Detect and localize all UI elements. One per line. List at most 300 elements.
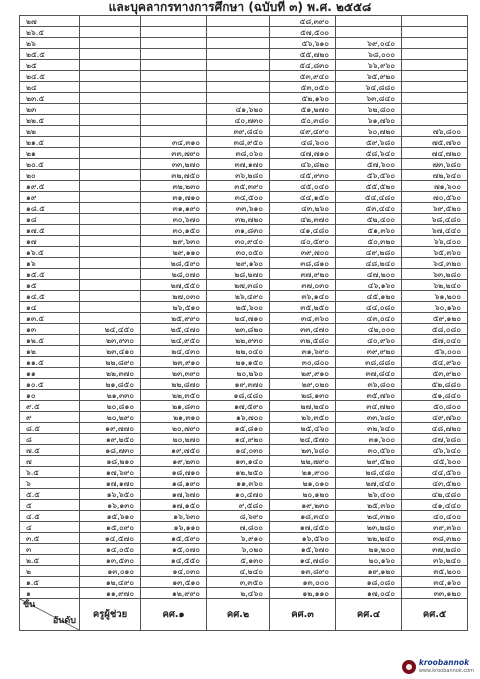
salary-cell: ๓๗,๑๗๐ xyxy=(207,159,270,170)
salary-cell: ๔๕,๙๓๐ xyxy=(270,170,336,181)
salary-cell: ๒๓,๘๒๐ xyxy=(207,324,270,335)
step-cell: ๒๐ xyxy=(20,170,80,181)
salary-cell xyxy=(80,137,141,148)
salary-cell: ๒๐,๘๑๐ xyxy=(80,401,141,412)
salary-cell: ๒๘,๑๓๐ xyxy=(270,390,336,401)
salary-cell: ๑๔,๕๕๐ xyxy=(141,555,207,566)
table-row xyxy=(20,192,468,203)
salary-cell: ๑๔,๗๘๐ xyxy=(270,555,336,566)
step-cell: ๑๗ xyxy=(20,236,80,247)
salary-cell: ๒๐,๗๙๐ xyxy=(141,423,207,434)
salary-cell: ๑๘,๗๓๐ xyxy=(80,445,141,456)
table-row xyxy=(20,49,468,60)
step-cell: ๑๘ xyxy=(20,214,80,225)
salary-cell xyxy=(141,60,207,71)
salary-cell: ๓๓,๖๘๐ xyxy=(336,412,402,423)
step-cell: ๒๗ xyxy=(20,16,80,27)
salary-cell: ๒๒,๒๔๐ xyxy=(336,533,402,544)
salary-cell: ๑๘,๓๔๐ xyxy=(270,511,336,522)
salary-cell: ๗๓,๖๘๐ xyxy=(402,159,468,170)
salary-cell: ๑๕,๐๙๐ xyxy=(80,522,141,533)
salary-cell: ๕๓,๔๔๐ xyxy=(336,203,402,214)
salary-cell: ๒๐,๒๖๐ xyxy=(207,368,270,379)
salary-cell: ๕๑,๘๔๐ xyxy=(402,390,468,401)
salary-cell: ๑๑,๙๗๐ xyxy=(80,588,141,599)
salary-cell: ๑๙,๒๕๐ xyxy=(80,434,141,445)
salary-cell: ๒๕,๖๐๐ xyxy=(207,302,270,313)
salary-cell: ๓๘,๐๖๐ xyxy=(207,148,270,159)
salary-cell: ๓๙,๙๒๐ xyxy=(336,346,402,357)
table-row xyxy=(20,71,468,82)
table-row xyxy=(20,401,468,412)
salary-cell: ๓๓,๗๙๐ xyxy=(141,148,207,159)
salary-cell: ๔๒,๔๘๐ xyxy=(402,489,468,500)
salary-cell: ๓๔,๕๐๐ xyxy=(207,192,270,203)
salary-cell xyxy=(80,225,141,236)
salary-cell: ๖๖,๔๐๐ xyxy=(402,236,468,247)
table-row xyxy=(20,214,468,225)
salary-cell: ๒๒,๗๙๐ xyxy=(270,456,336,467)
salary-cell: ๓๐,๑๕๐ xyxy=(141,225,207,236)
salary-cell: ๔๔,๕๖๐ xyxy=(402,467,468,478)
salary-cell: ๓๕,๗๖๐ xyxy=(336,390,402,401)
salary-cell: ๔,๒๔๐ xyxy=(207,566,270,577)
salary-cell: ๒๔,๔๕๐ xyxy=(80,324,141,335)
step-cell: ๑๑ xyxy=(20,368,80,379)
salary-cell: ๑๕,๐๗๐ xyxy=(141,544,207,555)
salary-cell: ๖๐,๑๖๐ xyxy=(402,302,468,313)
salary-cell: ๓,๓๕๐ xyxy=(207,577,270,588)
step-cell: ๖ xyxy=(20,478,80,489)
salary-cell: ๔๘,๒๔๐ xyxy=(336,258,402,269)
salary-cell: ๒๑,๓๑๐ xyxy=(141,412,207,423)
salary-cell xyxy=(80,16,141,27)
salary-cell xyxy=(141,104,207,115)
salary-cell: ๒๗,๒๔๐ xyxy=(270,401,336,412)
step-cell: ๗ xyxy=(20,456,80,467)
step-cell: ๑๓ xyxy=(20,324,80,335)
salary-cell: ๗๕,๗๖๐ xyxy=(402,137,468,148)
salary-cell xyxy=(80,313,141,324)
step-cell: ๒.๕ xyxy=(20,555,80,566)
salary-cell: ๓๑,๑๙๐ xyxy=(141,203,207,214)
salary-cell xyxy=(207,16,270,27)
salary-cell: ๔๓,๕๒๐ xyxy=(402,478,468,489)
salary-cell: ๔๖,๑๖๐ xyxy=(336,280,402,291)
step-cell: ๓.๕ xyxy=(20,533,80,544)
step-cell: ๓ xyxy=(20,544,80,555)
step-cell: ๒๐.๕ xyxy=(20,159,80,170)
salary-cell: ๒๑,๘๓๐ xyxy=(141,401,207,412)
salary-cell xyxy=(80,247,141,258)
table-row xyxy=(20,511,468,522)
salary-cell: ๕๐,๘๐๐ xyxy=(402,401,468,412)
table-row xyxy=(20,291,468,302)
salary-cell: ๑๕,๘๑๐ xyxy=(207,423,270,434)
salary-cell: ๑๒,๑๑๐ xyxy=(270,588,336,599)
salary-cell: ๔๖,๘๒๐ xyxy=(270,159,336,170)
table-row xyxy=(20,247,468,258)
salary-cell: ๑๓,๕๑๐ xyxy=(141,577,207,588)
salary-cell: ๙,๕๘๐ xyxy=(207,500,270,511)
table-row xyxy=(20,368,468,379)
salary-cell: ๒๙,๙๑๐ xyxy=(270,368,336,379)
salary-cell: ๕๖,๖๑๐ xyxy=(270,38,336,49)
step-cell: ๒๕ xyxy=(20,60,80,71)
salary-cell: ๒๓,๔๑๐ xyxy=(80,346,141,357)
table-row xyxy=(20,445,468,456)
salary-cell xyxy=(141,71,207,82)
table-row xyxy=(20,478,468,489)
salary-cell: ๒๒,๓๗๐ xyxy=(80,368,141,379)
salary-cell xyxy=(207,82,270,93)
salary-cell: ๕๘,๖๔๐ xyxy=(336,148,402,159)
table-row xyxy=(20,522,468,533)
salary-cell: ๖๔,๓๒๐ xyxy=(402,258,468,269)
salary-cell: ๑๒,๒๕๐ xyxy=(207,467,270,478)
salary-cell: ๒๖,๓๕๐ xyxy=(270,412,336,423)
table-row xyxy=(20,137,468,148)
table-header-row xyxy=(20,599,468,631)
step-cell: ๕ xyxy=(20,500,80,511)
salary-cell: ๖๖,๙๖๐ xyxy=(336,60,402,71)
salary-cell xyxy=(80,181,141,192)
table-row xyxy=(20,269,468,280)
table-row xyxy=(20,236,468,247)
salary-cell: ๗๖,๘๐๐ xyxy=(402,126,468,137)
salary-cell: ๒๙,๑๑๐ xyxy=(141,247,207,258)
salary-cell xyxy=(80,203,141,214)
salary-cell: ๓๒,๕๘๐ xyxy=(270,335,336,346)
column-header: ครูผู้ช่วย xyxy=(80,599,141,631)
salary-cell: ๕๓,๐๕๐ xyxy=(270,82,336,93)
salary-cell: ๕๔,๙๖๐ xyxy=(402,357,468,368)
salary-cell: ๑๘,๐๘๐ xyxy=(336,577,402,588)
salary-cell xyxy=(80,302,141,313)
salary-cell: ๑๖,๖๕๐ xyxy=(80,489,141,500)
salary-cell: ๓๕,๒๕๐ xyxy=(270,302,336,313)
salary-cell: ๒๓,๖๘๐ xyxy=(270,445,336,456)
column-header: คศ.๒ xyxy=(207,599,270,631)
salary-cell: ๒๙,๐๒๐ xyxy=(270,379,336,390)
step-cell: ๒๑.๕ xyxy=(20,137,80,148)
salary-cell: ๓๖,๒๔๐ xyxy=(402,555,468,566)
salary-cell: ๔๗,๖๘๐ xyxy=(402,434,468,445)
step-cell: ๒๓.๕ xyxy=(20,93,80,104)
salary-cell: ๑๕,๕๙๐ xyxy=(141,533,207,544)
watermark xyxy=(402,659,474,675)
step-cell: ๑๐ xyxy=(20,390,80,401)
step-cell: ๑๔ xyxy=(20,302,80,313)
salary-cell: ๑๖,๑๑๐ xyxy=(141,522,207,533)
salary-cell: ๒๕,๔๗๐ xyxy=(141,324,207,335)
salary-cell: ๑๔,๐๕๐ xyxy=(80,544,141,555)
salary-cell: ๒๔,๔๓๐ xyxy=(141,346,207,357)
salary-cell: ๔๗,๗๑๐ xyxy=(270,148,336,159)
salary-cell: ๓๓,๔๗๐ xyxy=(270,324,336,335)
salary-cell: ๑๖,๑๓๐ xyxy=(80,500,141,511)
table-row xyxy=(20,346,468,357)
salary-cell xyxy=(80,214,141,225)
salary-cell: ๓๑,๖๐๐ xyxy=(336,434,402,445)
step-cell: ๒๖.๕ xyxy=(20,27,80,38)
salary-cell xyxy=(141,93,207,104)
salary-cell: ๖๐,๗๒๐ xyxy=(336,126,402,137)
salary-cell: ๖๑,๒๐๐ xyxy=(402,291,468,302)
step-cell: ๑๘.๕ xyxy=(20,203,80,214)
table-row xyxy=(20,60,468,71)
table-row xyxy=(20,148,468,159)
salary-cell: ๒๗,๐๓๐ xyxy=(141,291,207,302)
salary-cell: ๑๗,๑๕๐ xyxy=(141,500,207,511)
salary-cell: ๕๒,๘๘๐ xyxy=(402,379,468,390)
salary-cell: ๔๘,๖๐๐ xyxy=(270,137,336,148)
salary-cell xyxy=(80,148,141,159)
salary-cell: ๓๘,๘๑๐ xyxy=(270,258,336,269)
salary-cell: ๔๑,๔๘๐ xyxy=(270,225,336,236)
salary-cell: ๑๑,๓๖๐ xyxy=(207,478,270,489)
salary-cell xyxy=(80,115,141,126)
table-row xyxy=(20,555,468,566)
salary-cell: ๒๘,๒๗๐ xyxy=(207,269,270,280)
salary-cell: ๖๙,๕๒๐ xyxy=(402,203,468,214)
salary-cell: ๕๒,๔๐๐ xyxy=(336,214,402,225)
salary-cell: ๒๔,๕๗๐ xyxy=(270,434,336,445)
salary-cell: ๕๓,๙๔๐ xyxy=(270,71,336,82)
table-row xyxy=(20,500,468,511)
step-cell: ๒๓ xyxy=(20,104,80,115)
salary-cell: ๒๓,๙๑๐ xyxy=(141,357,207,368)
table-row xyxy=(20,324,468,335)
step-cell: ๑๐.๕ xyxy=(20,379,80,390)
table-row xyxy=(20,104,468,115)
salary-cell: ๑๗,๑๗๐ xyxy=(80,478,141,489)
salary-cell: ๓๐,๖๗๐ xyxy=(141,214,207,225)
watermark-brand: kroobannok xyxy=(418,658,470,667)
salary-cell: ๔๙,๗๖๐ xyxy=(402,412,468,423)
salary-cell: ๑๔,๐๓๐ xyxy=(141,566,207,577)
salary-cell: ๔๐,๔๐๐ xyxy=(402,511,468,522)
salary-cell: ๒๐,๒๙๐ xyxy=(80,412,141,423)
salary-cell: ๖๒,๘๐๐ xyxy=(336,104,402,115)
salary-cell: ๕๗,๐๔๐ xyxy=(402,335,468,346)
salary-cell: ๒๖,๔๙๐ xyxy=(207,291,270,302)
salary-cell: ๓๘,๘๘๐ xyxy=(336,357,402,368)
table-row xyxy=(20,313,468,324)
salary-cell: ๓๑,๘๓๐ xyxy=(207,225,270,236)
salary-cell: ๑๙,๗๗๐ xyxy=(80,423,141,434)
salary-cell xyxy=(207,49,270,60)
salary-cell: ๓๔,๓๑๐ xyxy=(141,137,207,148)
salary-cell: ๒๘,๕๙๐ xyxy=(141,258,207,269)
salary-cell: ๕๘,๐๘๐ xyxy=(402,324,468,335)
salary-cell xyxy=(80,71,141,82)
salary-cell: ๑๙,๗๕๐ xyxy=(141,445,207,456)
column-header: คศ.๑ xyxy=(141,599,207,631)
step-cell: ๖.๕ xyxy=(20,467,80,478)
salary-cell: ๗,๘๐๐ xyxy=(207,522,270,533)
salary-cell: ๒๐,๒๗๐ xyxy=(141,434,207,445)
salary-cell: ๔๘,๗๒๐ xyxy=(402,423,468,434)
salary-cell xyxy=(207,38,270,49)
salary-cell: ๖๘,๐๐๐ xyxy=(336,49,402,60)
table-row xyxy=(20,489,468,500)
salary-cell: ๒๓,๙๓๐ xyxy=(80,335,141,346)
salary-cell: ๒๓,๓๙๐ xyxy=(141,368,207,379)
step-cell: ๒๒ xyxy=(20,126,80,137)
salary-cell: ๑๗,๖๙๐ xyxy=(80,467,141,478)
salary-cell: ๓๐,๘๐๐ xyxy=(270,357,336,368)
salary-cell: ๓๑,๗๑๐ xyxy=(141,192,207,203)
salary-cell: ๓๖,๘๐๐ xyxy=(336,379,402,390)
salary-cell: ๓๙,๓๖๐ xyxy=(402,522,468,533)
salary-cell: ๒๑,๐๑๐ xyxy=(270,478,336,489)
salary-cell: ๕๗,๖๐๐ xyxy=(336,159,402,170)
salary-cell: ๓๖,๒๘๐ xyxy=(207,170,270,181)
table-row xyxy=(20,115,468,126)
table-row xyxy=(20,390,468,401)
table-row xyxy=(20,93,468,104)
salary-cell: ๒๙,๖๓๐ xyxy=(141,236,207,247)
salary-cell: ๕๖,๕๖๐ xyxy=(336,170,402,181)
salary-cell xyxy=(141,82,207,93)
salary-cell: ๕๒,๑๖๐ xyxy=(270,93,336,104)
salary-cell xyxy=(402,82,468,93)
salary-cell: ๔๔,๐๘๐ xyxy=(336,302,402,313)
step-cell: ๔.๕ xyxy=(20,511,80,522)
salary-cell: ๕๐,๓๘๐ xyxy=(270,115,336,126)
salary-cell: ๓๗,๘๔๐ xyxy=(336,368,402,379)
salary-cell: ๑๓,๘๙๐ xyxy=(270,566,336,577)
salary-cell: ๑๘,๑๙๐ xyxy=(141,478,207,489)
salary-cell xyxy=(207,71,270,82)
salary-cell: ๖,๙๑๐ xyxy=(207,533,270,544)
salary-cell xyxy=(141,126,207,137)
salary-cell: ๕๑,๓๖๐ xyxy=(336,225,402,236)
salary-cell: ๑๓,๐๑๐ xyxy=(80,566,141,577)
kroobannok-logo-icon xyxy=(402,660,416,674)
salary-cell xyxy=(141,16,207,27)
step-cell: ๑๕.๕ xyxy=(20,269,80,280)
salary-cell: ๓๔,๗๒๐ xyxy=(336,401,402,412)
step-cell: ๑๖.๕ xyxy=(20,247,80,258)
salary-cell xyxy=(207,27,270,38)
salary-cell: ๖๗,๔๔๐ xyxy=(402,225,468,236)
salary-cell xyxy=(402,93,468,104)
salary-cell: ๒,๔๖๐ xyxy=(207,588,270,599)
step-cell: ๒๔ xyxy=(20,82,80,93)
salary-cell xyxy=(402,60,468,71)
table-row xyxy=(20,181,468,192)
salary-cell: ๑๓,๕๓๐ xyxy=(80,555,141,566)
table-row xyxy=(20,302,468,313)
table-row xyxy=(20,258,468,269)
salary-cell: ๑๔,๕๗๐ xyxy=(80,533,141,544)
table-row xyxy=(20,412,468,423)
salary-cell: ๓๕,๓๙๐ xyxy=(207,181,270,192)
salary-cell: ๓๗,๒๘๐ xyxy=(402,544,468,555)
table-row xyxy=(20,280,468,291)
salary-cell: ๑๕,๖๗๐ xyxy=(270,544,336,555)
step-cell: ๑๗.๕ xyxy=(20,225,80,236)
salary-cell xyxy=(80,236,141,247)
salary-cell: ๒๖,๔๐๐ xyxy=(336,489,402,500)
salary-cell: ๕๐,๓๒๐ xyxy=(336,236,402,247)
step-cell: ๑๙.๕ xyxy=(20,181,80,192)
salary-cell: ๓๓,๑๒๐ xyxy=(402,588,468,599)
salary-cell: ๔๐,๗๓๐ xyxy=(207,115,270,126)
salary-cell: ๑๙,๒๓๐ xyxy=(141,456,207,467)
salary-cell xyxy=(402,16,468,27)
table-row xyxy=(20,577,468,588)
salary-cell: ๖,๐๒๐ xyxy=(207,544,270,555)
salary-cell: ๕๑,๒๗๐ xyxy=(270,104,336,115)
salary-cell: ๓๓,๖๑๐ xyxy=(207,203,270,214)
salary-cell: ๔๕,๐๔๐ xyxy=(270,181,336,192)
step-cell: ๒ xyxy=(20,566,80,577)
salary-cell xyxy=(402,38,468,49)
salary-cell: ๒๐,๑๖๐ xyxy=(336,555,402,566)
salary-cell xyxy=(80,291,141,302)
salary-cell: ๕๕,๗๒๐ xyxy=(270,49,336,60)
step-cell: ๑๕ xyxy=(20,280,80,291)
salary-cell: ๒๘,๐๗๐ xyxy=(141,269,207,280)
salary-cell: ๑๒,๔๙๐ xyxy=(80,577,141,588)
salary-cell xyxy=(80,60,141,71)
salary-cell: ๓๙,๘๔๐ xyxy=(207,126,270,137)
salary-cell: ๕๘,๓๙๐ xyxy=(270,16,336,27)
salary-cell: ๓๘,๓๒๐ xyxy=(402,533,468,544)
step-cell: ๑๒ xyxy=(20,346,80,357)
table-row xyxy=(20,126,468,137)
salary-cell: ๑๕,๖๑๐ xyxy=(80,511,141,522)
salary-cell: ๑๔,๐๓๐ xyxy=(207,445,270,456)
salary-cell: ๒๓,๒๘๐ xyxy=(336,522,402,533)
salary-cell: ๒๔,๗๑๐ xyxy=(207,313,270,324)
salary-cell: ๓๒,๒๓๐ xyxy=(141,181,207,192)
salary-cell: ๓๖,๑๔๐ xyxy=(270,291,336,302)
step-cell: ๙ xyxy=(20,412,80,423)
salary-cell: ๑๘,๔๘๐ xyxy=(207,390,270,401)
salary-cell: ๔๓,๒๖๐ xyxy=(270,203,336,214)
salary-cell xyxy=(402,49,468,60)
salary-cell xyxy=(80,126,141,137)
salary-cell: ๓๓,๒๗๐ xyxy=(141,159,207,170)
salary-cell xyxy=(402,27,468,38)
salary-cell xyxy=(80,159,141,170)
salary-cell xyxy=(207,93,270,104)
salary-cell xyxy=(80,258,141,269)
salary-cell: ๑๖,๗๐๐ xyxy=(207,412,270,423)
salary-cell: ๖๒,๒๔๐ xyxy=(402,280,468,291)
salary-cell: ๑๖,๖๓๐ xyxy=(141,511,207,522)
salary-cell: ๔๑,๔๔๐ xyxy=(402,500,468,511)
salary-cell: ๓๗,๐๓๐ xyxy=(270,280,336,291)
watermark-site: www.kroobannok.com xyxy=(418,668,474,674)
step-cell: ๑๑.๕ xyxy=(20,357,80,368)
step-cell: ๘.๕ xyxy=(20,423,80,434)
salary-cell: ๑๘,๗๑๐ xyxy=(141,467,207,478)
salary-cell: ๒๕,๓๖๐ xyxy=(336,500,402,511)
salary-cell xyxy=(80,269,141,280)
salary-cell: ๗๑,๖๐๐ xyxy=(402,181,468,192)
table-row xyxy=(20,203,468,214)
salary-cell: ๑๐,๔๗๐ xyxy=(207,489,270,500)
salary-cell xyxy=(80,38,141,49)
salary-cell: ๒๗,๔๔๐ xyxy=(336,478,402,489)
table-row xyxy=(20,170,468,181)
salary-cell xyxy=(80,27,141,38)
